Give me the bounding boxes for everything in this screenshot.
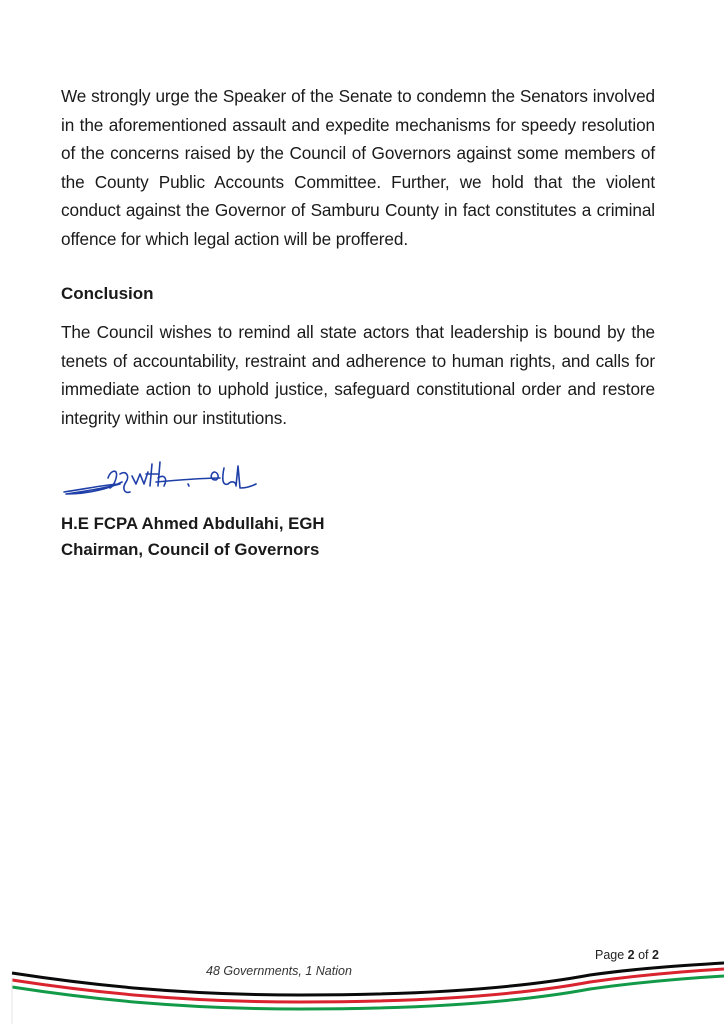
page-label: Page (595, 948, 628, 962)
page-current: 2 (627, 948, 635, 962)
signer-name: H.E FCPA Ahmed Abdullahi, EGH (61, 514, 325, 533)
page-total: 2 (652, 948, 659, 962)
body-paragraph: We strongly urge the Speaker of the Senate to condemn the Senators involved in the aforementioned assault and expedite mechanisms for speedy resolution of the concerns raised by the Council of Governors against some members of the County Public Accounts Committee. Further, we hold that the violent conduct against the Governor of Samburu County in fact constitutes a criminal offence for which legal action will be proffered. (61, 86, 655, 249)
signature-icon (60, 458, 260, 500)
footer-motto: 48 Governments, 1 Nation (206, 964, 352, 978)
section-heading: Conclusion (61, 284, 154, 303)
page-number (595, 948, 659, 962)
signer-title: Chairman, Council of Governors (61, 540, 320, 559)
signer-block (61, 511, 325, 563)
page-of-label: of (634, 948, 652, 962)
body-paragraph: The Council wishes to remind all state actors that leadership is bound by the tenets of accountability, restraint and adherence to human rights, and calls for immediate action to uphold justice, safeguard constitutional order and restore integrity within our institutions. (61, 322, 655, 428)
